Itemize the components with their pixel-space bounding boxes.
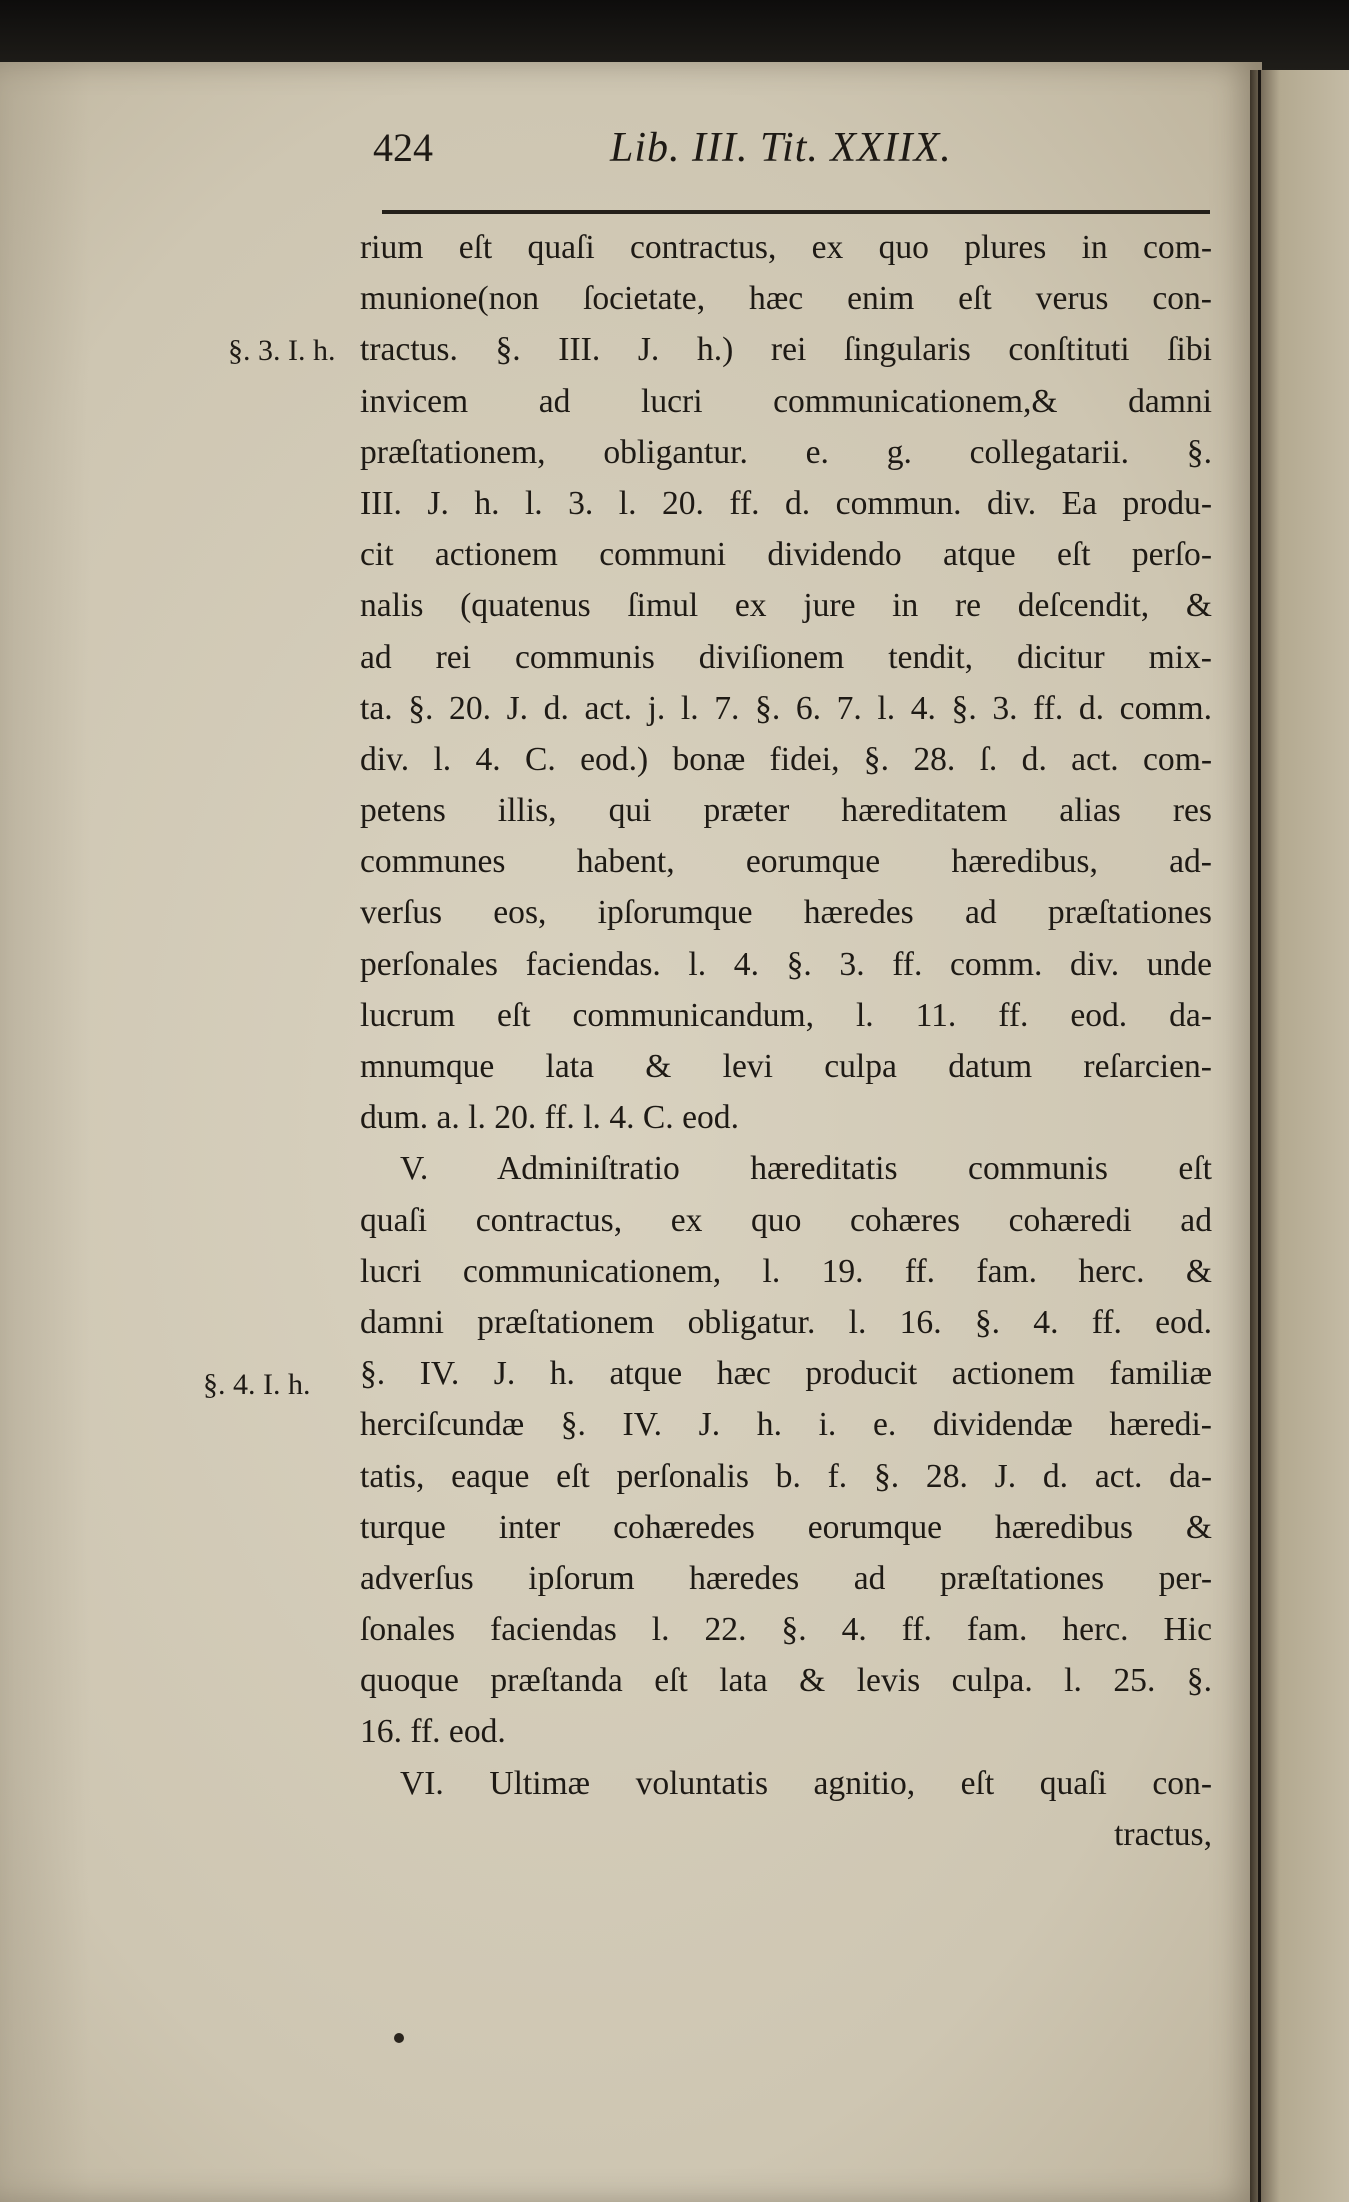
- text-line: damni præſtationem obligatur. l. 16. §. 4. ff. eod.: [360, 1303, 1212, 1341]
- text-line: cit actionem communi dividendo atque eſt perſo-: [360, 536, 1212, 574]
- text-line: 16. ff. eod.: [360, 1713, 506, 1751]
- margin-note: §. 4. I. h.: [203, 1368, 311, 1401]
- text-line: munione(non ſocietate, hæc enim eſt verus con-: [360, 280, 1212, 318]
- header-rule: [382, 210, 1210, 214]
- text-line: VI. Ultimæ voluntatis agnitio, eſt quaſi con-: [400, 1764, 1212, 1802]
- book-gutter-shadow: [0, 0, 1349, 70]
- text-line: quoque præſtanda eſt lata & levis culpa. l. 25. §.: [360, 1662, 1212, 1700]
- text-line: verſus eos, ipſorumque hæredes ad præſtationes: [360, 894, 1212, 932]
- catchword: tractus,: [1114, 1815, 1212, 1853]
- text-line: ſonales faciendas l. 22. §. 4. ff. fam. herc. Hic: [360, 1611, 1212, 1649]
- text-line: petens illis, qui præter hæreditatem alias res: [360, 792, 1212, 830]
- text-line: lucri communicationem, l. 19. ff. fam. herc. &: [360, 1252, 1212, 1290]
- text-line: adverſus ipſorum hæredes ad præſtationes per-: [360, 1559, 1212, 1597]
- ink-speck: [394, 2033, 404, 2043]
- text-line: ta. §. 20. J. d. act. j. l. 7. §. 6. 7. l. 4. §. 3. ff. d. comm.: [360, 689, 1212, 727]
- text-line: communes habent, eorumque hæredibus, ad-: [360, 843, 1212, 881]
- text-line: tractus. §. III. J. h.) rei ſingularis conſtituti ſibi: [360, 331, 1212, 369]
- body-text: [360, 222, 1212, 1860]
- text-line: rium eſt quaſi contractus, ex quo plures in com-: [360, 229, 1212, 266]
- text-line: lucrum eſt communicandum, l. 11. ff. eod. da-: [360, 996, 1212, 1034]
- text-line: præſtationem, obligantur. e. g. collegatarii. §.: [360, 433, 1212, 471]
- margin-note: §. 3. I. h.: [228, 334, 336, 367]
- text-line: mnumque lata & levi culpa datum reſarcien-: [360, 1048, 1212, 1085]
- text-line: tatis, eaque eſt perſonalis b. f. §. 28. J. d. act. da-: [360, 1457, 1212, 1495]
- text-line: invicem ad lucri communicationem,& damni: [360, 382, 1212, 420]
- text-line: V. Adminiſtratio hæreditatis communis eſt: [400, 1150, 1212, 1188]
- text-line: §. IV. J. h. atque hæc producit actionem familiæ: [360, 1355, 1212, 1393]
- text-line: ad rei communis diviſionem tendit, dicitur mix-: [360, 638, 1212, 676]
- text-line: quaſi contractus, ex quo cohæres cohæredi ad: [360, 1201, 1212, 1239]
- text-line: perſonales faciendas. l. 4. §. 3. ff. comm. div. unde: [360, 945, 1212, 983]
- page-left-shading: [0, 62, 90, 2202]
- page-header: [360, 118, 1220, 178]
- text-line: div. l. 4. C. eod.) bonæ fidei, §. 28. ſ. d. act. com-: [360, 740, 1212, 778]
- running-head: Lib. III. Tit. XXIIX.: [610, 125, 952, 171]
- page-edge-line: [1258, 70, 1261, 2202]
- page-number: 424: [373, 125, 433, 170]
- text-line: herciſcundæ §. IV. J. h. i. e. dividendæ hæredi-: [360, 1406, 1212, 1444]
- text-line: III. J. h. l. 3. l. 20. ff. d. commun. div. Ea produ-: [360, 484, 1212, 522]
- facing-page-edge: [1250, 70, 1349, 2202]
- text-line: nalis (quatenus ſimul ex jure in re deſcendit, &: [360, 587, 1212, 625]
- text-line: turque inter cohæredes eorumque hæredibus &: [360, 1508, 1212, 1546]
- text-line: dum. a. l. 20. ff. l. 4. C. eod.: [360, 1099, 739, 1137]
